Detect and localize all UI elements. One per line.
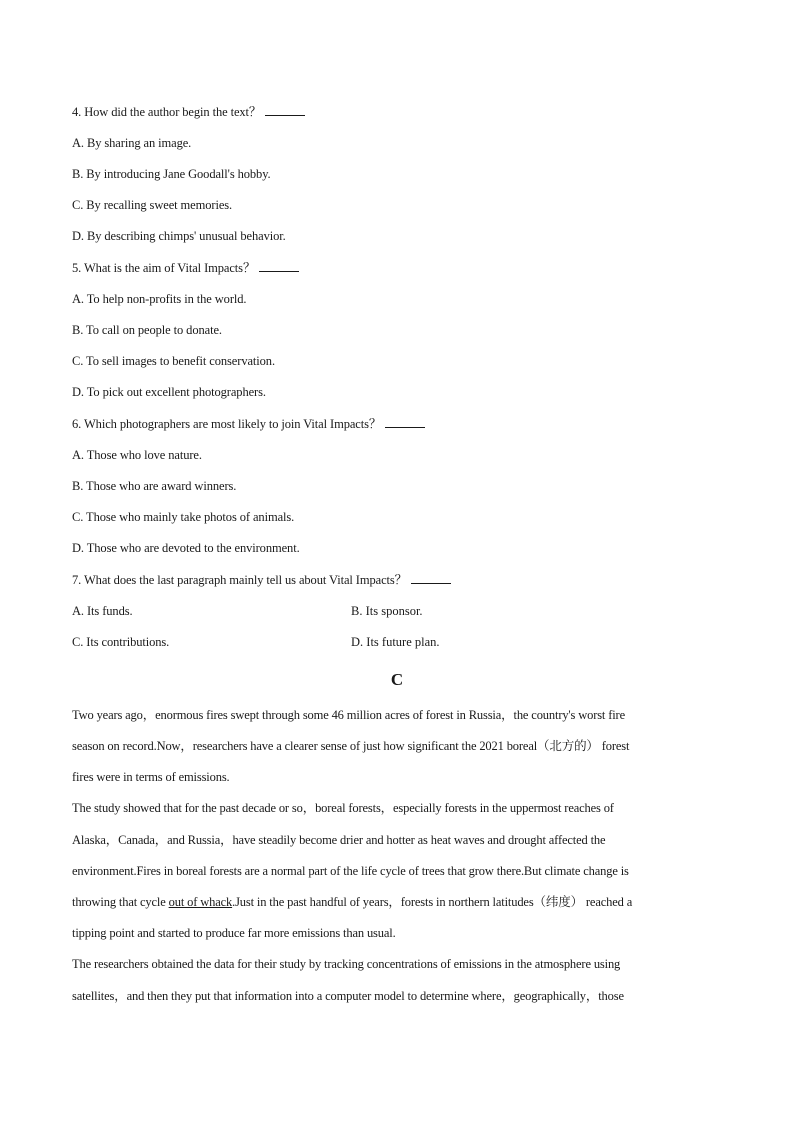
q6-option-d: D. Those who are devoted to the environment.: [72, 541, 300, 555]
q6-option-c: C. Those who mainly take photos of animals.: [72, 510, 295, 524]
answer-blank-7[interactable]: [411, 572, 451, 584]
answer-blank-4[interactable]: [265, 104, 305, 116]
question-6-stem-text: 6. Which photographers are most likely to join Vital Impacts？: [72, 417, 382, 431]
q4-option-a: A. By sharing an image.: [72, 136, 192, 150]
passage-text: throwing that cycle: [72, 895, 169, 909]
q5-option-a: A. To help non-profits in the world.: [72, 292, 247, 306]
q7-option-a: A. Its funds.: [72, 604, 133, 618]
answer-blank-5[interactable]: [259, 260, 299, 272]
q7-option-b: B. Its sponsor.: [351, 604, 423, 618]
question-6-stem: [72, 416, 425, 432]
passage-line: environment.Fires in boreal forests are a normal part of the life cycle of trees that grow there.But climate change is: [72, 864, 629, 878]
passage-line: The researchers obtained the data for their study by tracking concentrations of emissions in the atmosphere using: [72, 957, 621, 971]
passage-line: Two years ago，enormous fires swept through some 46 million acres of forest in Russia，the country's worst fire: [72, 708, 625, 722]
passage-text: .Just in the past handful of years，forests in northern latitudes（纬度） reached a: [232, 895, 633, 909]
passage-line: tipping point and started to produce far more emissions than usual.: [72, 926, 396, 940]
passage-line-with-underline: [72, 894, 722, 910]
q4-option-c: C. By recalling sweet memories.: [72, 198, 233, 212]
q4-option-d: D. By describing chimps' unusual behavior.: [72, 229, 286, 243]
question-5-stem-text: 5. What is the aim of Vital Impacts？: [72, 261, 256, 275]
question-4-stem: [72, 104, 305, 120]
section-heading: C: [390, 670, 404, 689]
passage-line: satellites，and then they put that information into a computer model to determine where，geographically，those: [72, 989, 624, 1003]
passage-line: fires were in terms of emissions.: [72, 770, 230, 784]
q5-option-c: C. To sell images to benefit conservation.: [72, 354, 275, 368]
q7-option-c: C. Its contributions.: [72, 635, 170, 649]
q5-option-d: D. To pick out excellent photographers.: [72, 385, 266, 399]
q5-option-b: B. To call on people to donate.: [72, 323, 222, 337]
q6-option-a: A. Those who love nature.: [72, 448, 202, 462]
question-5-stem: [72, 260, 299, 276]
question-7-stem-text: 7. What does the last paragraph mainly tell us about Vital Impacts？: [72, 573, 408, 587]
passage-line: The study showed that for the past decade or so，boreal forests，especially forests in the uppermost reaches of: [72, 801, 614, 815]
q7-option-d: D. Its future plan.: [351, 635, 440, 649]
answer-blank-6[interactable]: [385, 416, 425, 428]
question-7-stem: [72, 572, 451, 588]
question-4-stem-text: 4. How did the author begin the text？: [72, 105, 262, 119]
q4-option-b: B. By introducing Jane Goodall's hobby.: [72, 167, 271, 181]
passage-line: season on record.Now，researchers have a clearer sense of just how significant the 2021 boreal（北方的） forest: [72, 739, 630, 753]
underlined-phrase: out of whack: [168, 895, 233, 909]
q6-option-b: B. Those who are award winners.: [72, 479, 237, 493]
passage-line: Alaska，Canada，and Russia，have steadily become drier and hotter as heat waves and drought affected the: [72, 833, 606, 847]
